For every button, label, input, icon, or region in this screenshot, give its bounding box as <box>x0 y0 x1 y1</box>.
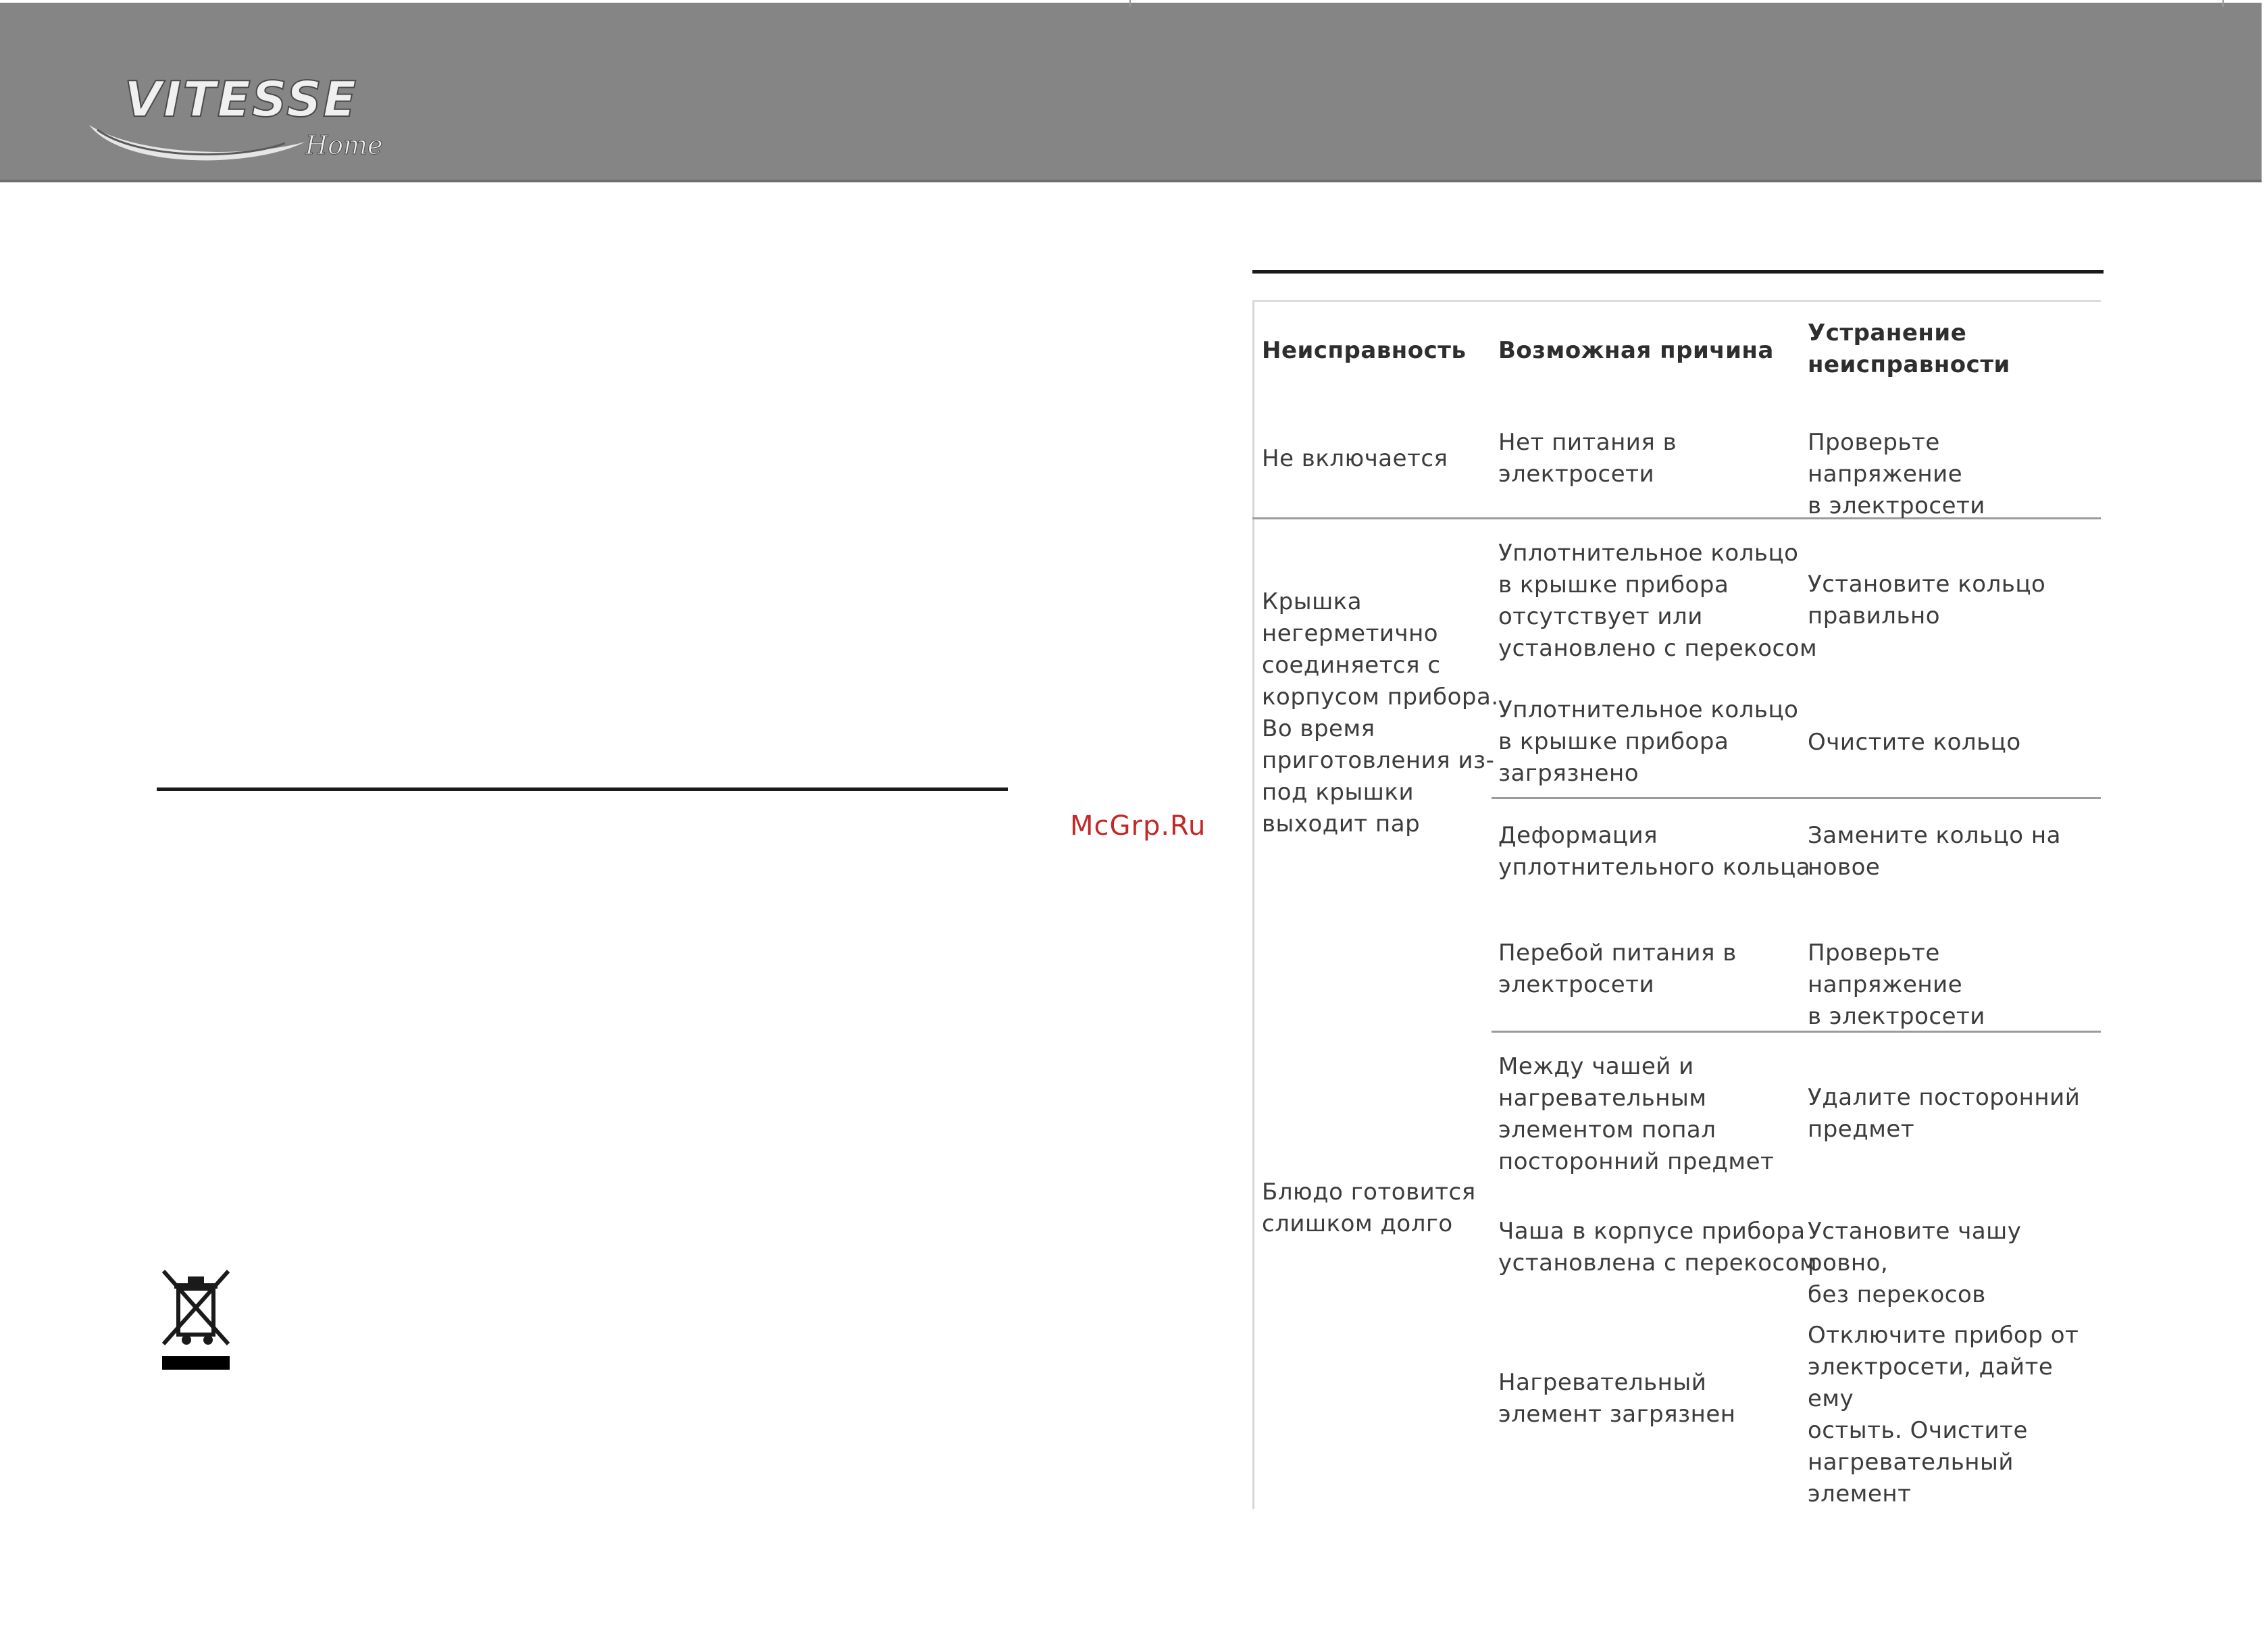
remedy-remove-object: Удалите посторонний предмет <box>1808 1084 2081 1143</box>
header-cause: Возможная причина <box>1498 337 1774 364</box>
cause-bowl-tilted: Чаша в корпусе прибора установлена с перекосом <box>1498 1218 1818 1276</box>
cause-foreign-object: Между чашей и нагревательным элементом попал посторонний предмет <box>1498 1053 1775 1175</box>
row-divider <box>1492 797 2101 799</box>
brand-sub: Home <box>305 130 383 160</box>
remedy-replace-ring: Замените кольцо на новое <box>1808 822 2061 881</box>
remedy-clean-ring: Очистите кольцо <box>1808 729 2021 756</box>
cause-ring-dirty: Уплотнительное кольцо в крышке прибора загрязнено <box>1498 696 1799 787</box>
watermark: McGrp.Ru <box>1070 810 1206 842</box>
troubleshooting-table <box>1252 300 2101 1509</box>
cause-ring-missing: Уплотнительное кольцо в крышке прибора отсутствует или установлено с перекосом <box>1498 540 1818 662</box>
crop-mark <box>1129 0 1131 7</box>
right-section-rule <box>1252 270 2104 274</box>
fault-slow-cooking: Блюдо готовится слишком долго <box>1262 1179 1476 1237</box>
fault-lid-leak: Крышка негерметично соединяется с корпусом прибора. Во время приготовления из- под крышки выходит пар <box>1262 588 1499 837</box>
cause-ring-deformed: Деформация уплотнительного кольца <box>1498 822 1811 881</box>
vitesse-home-logo <box>82 68 420 169</box>
left-section-rule <box>157 788 1008 791</box>
header-remedy: Устранение неисправности <box>1808 319 2010 378</box>
crossed-out-wheelie-bin-icon <box>159 1268 232 1371</box>
table-left-border <box>1252 300 1254 1509</box>
remedy-install-ring: Установите кольцо правильно <box>1808 571 2046 629</box>
remedy-check-voltage-2: Проверьте напряжение в электросети <box>1808 939 1985 1030</box>
fault-no-power-on: Не включается <box>1262 445 1448 472</box>
remedy-check-voltage: Проверьте напряжение в электросети <box>1808 429 1985 519</box>
crop-mark <box>2222 0 2224 7</box>
page-header <box>0 3 2262 182</box>
cause-heater-dirty: Нагревательный элемент загрязнен <box>1498 1369 1736 1428</box>
table-top-border <box>1252 300 2101 302</box>
remedy-clean-heater: Отключите прибор от электросети, дайте ему остыть. Очистите нагревательный элемент <box>1808 1322 2079 1507</box>
cause-power-interruption: Перебой питания в электросети <box>1498 939 1737 998</box>
remedy-level-bowl: Установите чашу ровно, без перекосов <box>1808 1218 2022 1308</box>
brand-name: VITESSE <box>124 71 358 128</box>
cause-no-power: Нет питания в электросети <box>1498 429 1677 488</box>
header-fault: Неисправность <box>1262 337 1467 364</box>
